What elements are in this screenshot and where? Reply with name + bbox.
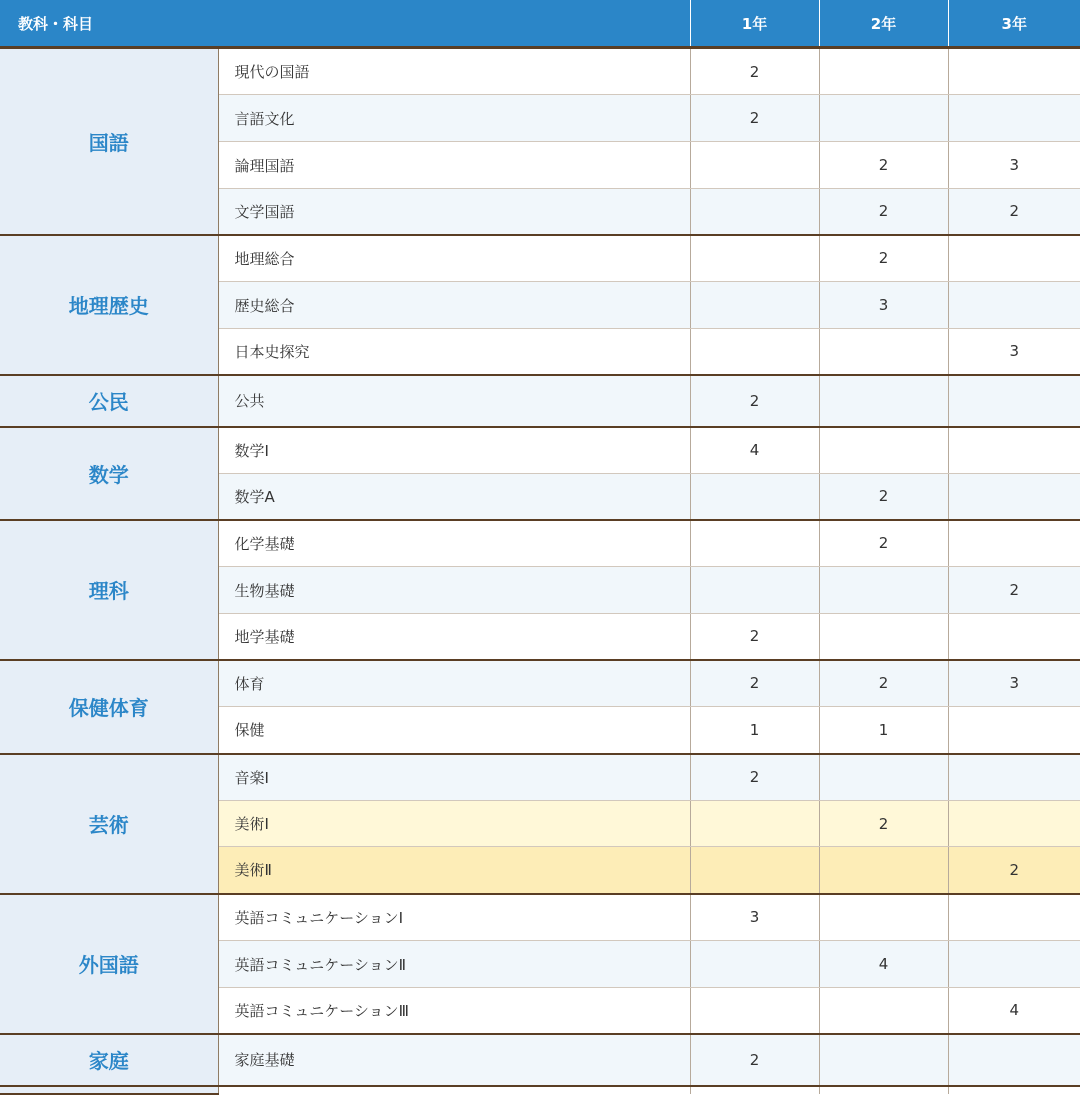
credit-year2	[819, 95, 948, 142]
credit-year1: 2	[690, 48, 819, 95]
credit-year1	[690, 282, 819, 329]
credit-year3	[948, 520, 1080, 567]
credit-year3: 2	[948, 189, 1080, 235]
subject-cell: 英語コミュニケーションⅡ	[218, 941, 690, 988]
table-row	[0, 375, 1080, 427]
credit-year3	[948, 1034, 1080, 1086]
category-cell: 理科	[0, 520, 218, 660]
credit-year3	[948, 941, 1080, 988]
category-cell: 芸術	[0, 754, 218, 894]
credit-year3: 3	[948, 660, 1080, 707]
credit-year1: 2	[690, 754, 819, 801]
table-row-partial	[0, 1086, 1080, 1094]
table-header-row	[0, 0, 1080, 48]
credit-year3	[948, 707, 1080, 754]
credit-year3	[948, 801, 1080, 847]
category-cell: 公民	[0, 375, 218, 427]
credit-year1	[690, 235, 819, 282]
subject-cell: 美術Ⅱ	[218, 847, 690, 894]
credit-year3	[948, 614, 1080, 660]
table-row	[0, 754, 1080, 801]
header-year-1: 1年	[690, 0, 819, 48]
table-row	[0, 235, 1080, 282]
credit-year1	[690, 847, 819, 894]
subject-cell: 地学基礎	[218, 614, 690, 660]
category-cell: 外国語	[0, 894, 218, 1034]
credit-year3	[948, 235, 1080, 282]
subject-cell: 家庭基礎	[218, 1034, 690, 1086]
credit-year1	[690, 520, 819, 567]
category-cell: 国語	[0, 48, 218, 235]
subject-cell: 公共	[218, 375, 690, 427]
credit-year1	[690, 941, 819, 988]
subject-cell: 生物基礎	[218, 567, 690, 614]
credit-year2: 2	[819, 142, 948, 189]
credit-year2: 3	[819, 282, 948, 329]
subject-cell: 日本史探究	[218, 329, 690, 375]
credit-year2	[819, 375, 948, 427]
credit-year1: 2	[690, 660, 819, 707]
subject-cell: 数学Ⅰ	[218, 427, 690, 474]
credit-year1: 2	[690, 95, 819, 142]
credit-year1: 1	[690, 707, 819, 754]
credit-year2: 4	[819, 941, 948, 988]
credit-year3	[948, 375, 1080, 427]
credit-year3	[948, 48, 1080, 95]
header-subject-label: 教科・科目	[0, 0, 690, 48]
subject-cell: 英語コミュニケーションⅠ	[218, 894, 690, 941]
credit-year2	[819, 567, 948, 614]
subject-cell: 数学A	[218, 474, 690, 520]
credit-year2: 1	[819, 707, 948, 754]
credit-cell-partial	[690, 1086, 819, 1094]
credit-year2: 2	[819, 660, 948, 707]
credit-year1: 2	[690, 614, 819, 660]
subject-cell: 現代の国語	[218, 48, 690, 95]
credit-year1	[690, 567, 819, 614]
credit-year1	[690, 329, 819, 375]
credit-year1: 3	[690, 894, 819, 941]
subject-cell: 美術Ⅰ	[218, 801, 690, 847]
subject-cell: 歴史総合	[218, 282, 690, 329]
credit-year3	[948, 754, 1080, 801]
subject-cell: 保健	[218, 707, 690, 754]
table-row	[0, 894, 1080, 941]
credit-year3	[948, 95, 1080, 142]
credit-year2	[819, 48, 948, 95]
credit-year2: 2	[819, 801, 948, 847]
credit-year3	[948, 282, 1080, 329]
credit-year2	[819, 847, 948, 894]
table-row	[0, 520, 1080, 567]
subject-cell: 音楽Ⅰ	[218, 754, 690, 801]
credit-year1	[690, 474, 819, 520]
credit-year2	[819, 614, 948, 660]
table-row	[0, 48, 1080, 95]
credit-year2: 2	[819, 474, 948, 520]
subject-cell: 化学基礎	[218, 520, 690, 567]
subject-cell: 地理総合	[218, 235, 690, 282]
category-cell: 数学	[0, 427, 218, 520]
credit-year3: 4	[948, 988, 1080, 1034]
credit-year1	[690, 801, 819, 847]
credit-year2	[819, 894, 948, 941]
credit-year1	[690, 988, 819, 1034]
subject-cell-partial	[218, 1086, 690, 1094]
credit-year2: 2	[819, 235, 948, 282]
category-cell-partial	[0, 1086, 218, 1094]
credit-cell-partial	[819, 1086, 948, 1094]
category-cell: 保健体育	[0, 660, 218, 754]
credit-year3	[948, 427, 1080, 474]
subject-cell: 文学国語	[218, 189, 690, 235]
credit-year3: 2	[948, 847, 1080, 894]
credit-year2	[819, 329, 948, 375]
table-row	[0, 1034, 1080, 1086]
credit-year2	[819, 427, 948, 474]
credit-year1	[690, 142, 819, 189]
credit-year2	[819, 988, 948, 1034]
credit-year3	[948, 474, 1080, 520]
credit-year1: 2	[690, 1034, 819, 1086]
credit-year2: 2	[819, 189, 948, 235]
credit-cell-partial	[948, 1086, 1080, 1094]
credit-year1	[690, 189, 819, 235]
credit-year3: 3	[948, 329, 1080, 375]
category-cell: 地理歴史	[0, 235, 218, 375]
credit-year2	[819, 1034, 948, 1086]
table-row	[0, 660, 1080, 707]
category-cell: 家庭	[0, 1034, 218, 1086]
subject-cell: 言語文化	[218, 95, 690, 142]
header-year-3: 3年	[948, 0, 1080, 48]
credit-year2	[819, 754, 948, 801]
subject-cell: 論理国語	[218, 142, 690, 189]
subject-cell: 体育	[218, 660, 690, 707]
header-year-2: 2年	[819, 0, 948, 48]
credit-year3: 3	[948, 142, 1080, 189]
table-row	[0, 427, 1080, 474]
credit-year3	[948, 894, 1080, 941]
credit-year1: 2	[690, 375, 819, 427]
credit-year1: 4	[690, 427, 819, 474]
credit-year2: 2	[819, 520, 948, 567]
subject-cell: 英語コミュニケーションⅢ	[218, 988, 690, 1034]
credit-year3: 2	[948, 567, 1080, 614]
